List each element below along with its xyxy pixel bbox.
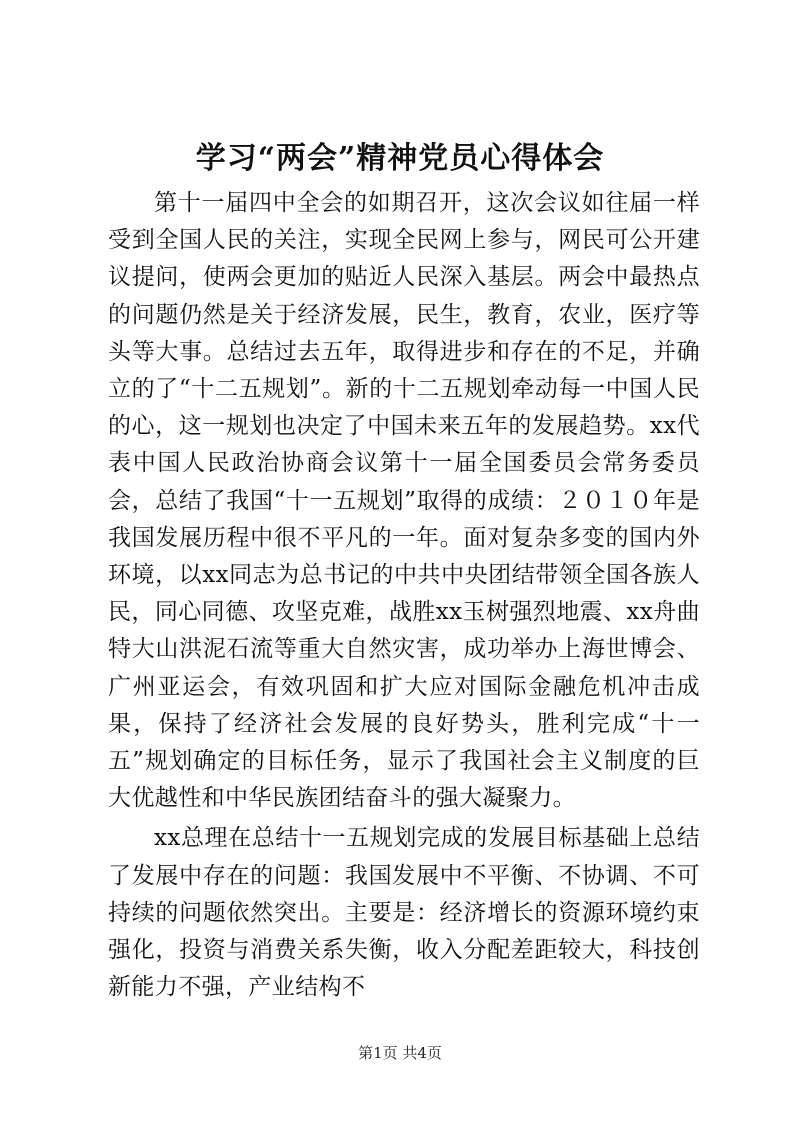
document-body	[108, 185, 700, 1006]
paragraph-2: xx总理在总结十一五规划完成的发展目标基础上总结了发展中存在的问题：我国发展中不平衡、不协调、不可持续的问题依然突出。主要是：经济增长的资源环境约束强化，投资与消费关系失衡，收入分配差距较大，科技创新能力不强，产业结构不	[108, 825, 700, 1001]
page-title: 学习“两会”精神党员心得体会	[195, 141, 605, 176]
paragraph-1: 第十一届四中全会的如期召开，这次会议如往届一样受到全国人民的关注，实现全民网上参与，网民可公开建议提问，使两会更加的贴近人民深入基层。两会中最热点的问题仍然是关于经济发展，民生，教育，农业，医疗等头等大事。总结过去五年，取得进步和存在的不足，并确立的了“十二五规划”。新的十二五规划牵动每一中国人民的心，这一规划也决定了中国未来五年的发展趋势。xx代表中国人民政治协商会议第十一届全国委员会常务委员会，总结了我国“十一五规划”取得的成绩：２０１０年是我国发展历程中很不平凡的一年。面对复杂多变的国内外环境，以xx同志为总书记的中共中央团结带领全国各族人民，同心同德、攻坚克难，战胜xx玉树强烈地震、xx舟曲特大山洪泥石流等重大自然灾害，成功举办上海世博会、广州亚运会，有效巩固和扩大应对国际金融危机冲击成果，保持了经济社会发展的良好势头，胜利完成“十一五”规划确定的目标任务，显示了我国社会主义制度的巨大优越性和中华民族团结奋斗的强大凝聚力。	[108, 190, 700, 812]
page-footer: 第1页 共4页	[358, 1044, 442, 1062]
